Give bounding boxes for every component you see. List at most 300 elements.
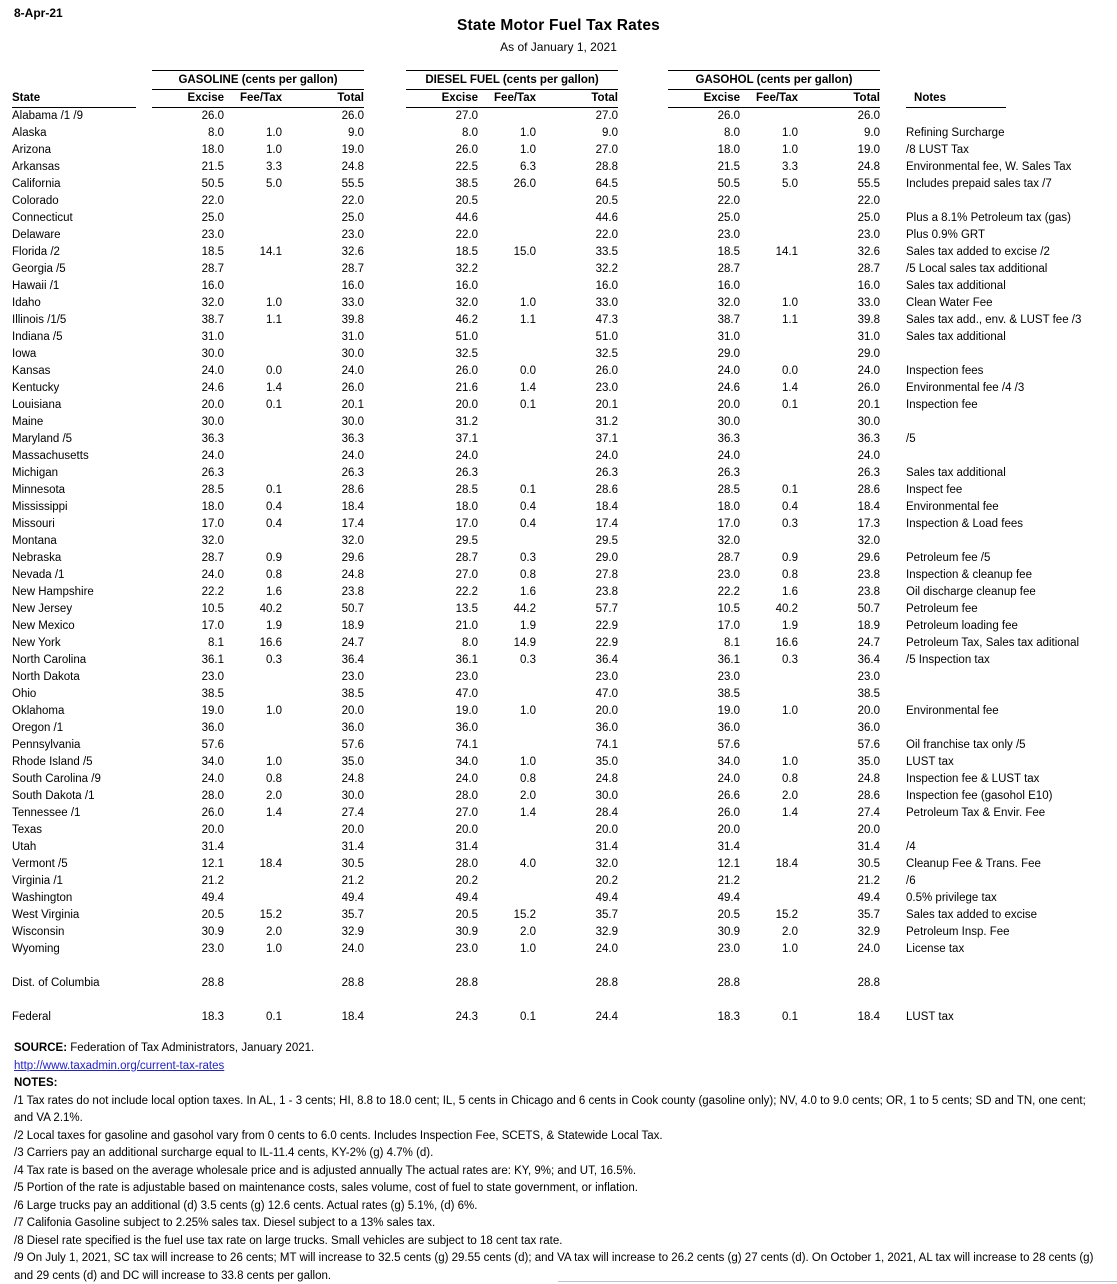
gasohol-total-cell: 20.0 [857,824,881,836]
gasohol-fee-cell: 0.9 [782,552,799,564]
table-row [12,924,1106,941]
gasoline-total-cell: 30.0 [341,416,365,428]
table-row [12,244,1106,261]
diesel-total-cell: 64.5 [595,178,619,190]
diesel-excise-cell: 20.5 [455,909,479,921]
diesel-excise-cell: 36.0 [455,722,479,734]
gasoline-excise-cell: 17.0 [201,518,224,530]
column-gap [618,142,668,159]
column-gap [880,431,906,448]
column-gap [880,754,906,771]
diesel-excise-cell: 44.6 [455,212,479,224]
gasohol-fee-cell [740,465,798,482]
diesel-fee-cell: 1.4 [520,382,537,394]
column-gap [618,669,668,686]
gasohol-fee-cell: 3.3 [782,161,799,173]
gasoline-fee-cell: 16.6 [259,637,282,649]
notes-cell: Sales tax add., env. & LUST fee /3 [906,314,1082,326]
gasoline-total-cell: 55.5 [341,178,365,190]
gasoline-total-cell: 24.0 [341,943,365,955]
gasoline-excise-cell: 26.3 [201,467,224,479]
gasohol-excise-cell: 34.0 [717,756,741,768]
diesel-fee-cell: 1.0 [520,943,537,955]
gasoline-fee-cell: 2.0 [266,926,282,938]
gasoline-total-cell: 20.1 [341,399,365,411]
column-gap [880,856,906,873]
diesel-excise-cell: 28.5 [455,484,479,496]
gasohol-total-cell: 28.8 [857,977,881,989]
state-cell: Iowa [12,348,37,360]
gasohol-excise-cell: 26.0 [717,110,741,122]
gasoline-fee-cell [224,278,282,295]
gasoline-total-cell: 29.6 [341,552,365,564]
gasoline-excise-cell: 34.0 [201,756,224,768]
diesel-excise-cell: 22.2 [455,586,479,598]
table-row [12,669,1106,686]
table-row [12,703,1106,720]
diesel-excise-cell: 32.5 [455,348,479,360]
gasoline-excise-cell: 20.0 [201,824,224,836]
gasohol-total-cell: 28.6 [857,484,881,496]
table-row [12,363,1106,380]
diesel-feetax-header: Fee/Tax [478,90,536,108]
diesel-total-cell: 30.0 [595,790,619,802]
gasoline-excise-cell: 17.0 [201,620,224,632]
state-cell: Minnesota [12,484,66,496]
gasohol-excise-cell: 19.0 [717,705,741,717]
gasoline-excise-cell: 23.0 [201,671,224,683]
diesel-total-cell: 36.0 [595,722,619,734]
column-gap [618,227,668,244]
diesel-fee-cell: 0.4 [520,501,537,513]
gasoline-excise-cell: 36.3 [201,433,224,445]
table-row [12,346,1106,363]
column-gap [880,618,906,635]
gasoline-fee-cell: 1.6 [266,586,282,598]
state-cell: Montana [12,535,57,547]
gasoline-total-cell: 19.0 [341,144,365,156]
diesel-total-cell: 22.9 [595,620,619,632]
gasohol-fee-cell: 5.0 [782,178,799,190]
gasohol-fee-cell: 1.0 [782,756,799,768]
column-gap [880,788,906,805]
column-gap [618,346,668,363]
diesel-excise-cell: 46.2 [455,314,479,326]
table-row [12,482,1106,499]
diesel-excise-cell: 23.0 [455,943,479,955]
gasoline-excise-cell: 23.0 [201,943,224,955]
gasoline-fee-cell [224,890,282,907]
gasohol-excise-cell: 20.0 [717,399,741,411]
state-cell: New Hampshire [12,586,94,598]
column-gap [618,907,668,924]
gasoline-fee-cell: 14.1 [259,246,282,258]
gasohol-total-cell: 20.0 [857,705,881,717]
column-gap [364,856,406,873]
gasohol-fee-cell [740,890,798,907]
column-gap [364,312,406,329]
gasohol-total-cell: 55.5 [857,178,881,190]
gasohol-fee-cell: 14.1 [775,246,799,258]
diesel-total-cell: 24.4 [595,1011,619,1023]
diesel-total-cell: 17.4 [595,518,619,530]
column-gap [880,346,906,363]
gasohol-total-cell: 49.4 [857,892,881,904]
notes-cell: Environmental fee, W. Sales Tax [906,161,1072,173]
column-gap [364,635,406,652]
state-cell: North Carolina [12,654,87,666]
diesel-total-cell: 28.4 [595,807,619,819]
table-row [12,295,1106,312]
diesel-excise-cell: 32.0 [455,297,479,309]
gasohol-fee-cell [740,448,798,465]
column-gap [618,363,668,380]
column-gap [880,142,906,159]
gasohol-excise-cell: 23.0 [717,671,741,683]
gasoline-total-cell: 18.4 [341,1011,365,1023]
state-cell: Maryland /5 [12,433,73,445]
diesel-excise-cell: 20.0 [455,824,479,836]
gasoline-excise-cell: 28.7 [201,263,224,275]
notes-cell: Inspection fees [906,365,984,377]
gasoline-fee-cell [224,210,282,227]
diesel-excise-cell: 28.7 [455,552,479,564]
notes-cell: Oil franchise tax only /5 [906,739,1026,751]
notes-cell: /6 [906,875,916,887]
state-cell: Alaska [12,127,47,139]
diesel-total-cell: 74.1 [595,739,619,751]
table-row [12,635,1106,652]
gasoline-fee-cell: 1.1 [266,314,282,326]
diesel-fee-cell [478,227,536,244]
gasohol-total-cell: 18.4 [857,1011,881,1023]
source-link[interactable]: http://www.taxadmin.org/current-tax-rates [14,1059,225,1072]
gasohol-excise-cell: 31.4 [717,841,741,853]
notes-cell: Inspection & Load fees [906,518,1024,530]
column-gap [364,720,406,737]
gasohol-excise-cell: 32.0 [717,535,741,547]
diesel-excise-cell: 38.5 [455,178,479,190]
notes-cell: Plus a 8.1% Petroleum tax (gas) [906,212,1071,224]
table-row [12,822,1106,839]
state-cell: Illinois /1/5 [12,314,67,326]
diesel-fee-cell [478,720,536,737]
diesel-fee-cell [478,975,536,992]
column-gap [880,278,906,295]
gasoline-total-cell: 35.0 [341,756,365,768]
diesel-excise-cell: 32.2 [455,263,479,275]
diesel-excise-cell: 20.0 [455,399,479,411]
table-row [12,550,1106,567]
gasohol-fee-cell: 1.0 [782,705,799,717]
gasohol-fee-cell [740,873,798,890]
gasoline-excise-cell: 24.0 [201,773,224,785]
gasohol-total-cell: 26.0 [857,382,881,394]
gasohol-total-cell: 16.0 [857,280,881,292]
gasohol-total-cell: 31.0 [857,331,881,343]
column-gap [364,295,406,312]
column-gap [618,890,668,907]
source-line [14,1040,1106,1058]
diesel-total-cell: 31.2 [595,416,619,428]
state-cell: Arizona [12,144,51,156]
notes-cell: License tax [906,943,965,955]
table-row [12,805,1106,822]
notes-cell: /4 [906,841,916,853]
state-cell: Florida /2 [12,246,60,258]
gasoline-excise-cell: 49.4 [201,892,224,904]
column-gap [364,448,406,465]
diesel-excise-cell: 24.0 [455,773,479,785]
gasohol-fee-cell: 1.0 [782,144,799,156]
state-cell: Wisconsin [12,926,65,938]
gasoline-fee-cell: 5.0 [266,178,282,190]
gasohol-excise-cell: 36.1 [717,654,741,666]
gasoline-fee-cell: 0.9 [266,552,282,564]
gasohol-total-cell: 30.0 [857,416,881,428]
column-gap [880,822,906,839]
footnote: /6 Large trucks pay an additional (d) 3.5 cents (g) 12.6 cents. Actual rates (g) 5.1%, (d) 6%. [14,1199,478,1212]
gasohol-excise-cell: 28.8 [717,977,741,989]
diesel-excise-cell: 21.0 [455,620,479,632]
diesel-excise-cell: 21.6 [455,382,479,394]
gasoline-total-cell: 50.7 [341,603,365,615]
gasoline-total-cell: 36.4 [341,654,365,666]
gasohol-total-cell: 32.6 [857,246,881,258]
gasohol-fee-cell: 18.4 [775,858,799,870]
state-cell: Louisiana [12,399,62,411]
diesel-excise-cell: 36.1 [455,654,479,666]
column-gap [880,652,906,669]
gasohol-total-cell: 39.8 [857,314,881,326]
gasohol-excise-cell: 31.0 [717,331,741,343]
diesel-fee-cell: 1.9 [520,620,537,632]
column-gap [618,329,668,346]
gasohol-total-cell: 38.5 [857,688,881,700]
gasoline-excise-cell: 31.4 [201,841,224,853]
gasoline-excise-cell: 38.5 [201,688,224,700]
column-gap [364,176,406,193]
gasohol-total-cell: 35.7 [857,909,881,921]
gasohol-excise-cell: 36.0 [717,722,741,734]
gasoline-excise-cell: 16.0 [201,280,224,292]
gasoline-excise-cell: 30.0 [201,348,224,360]
gasohol-fee-cell [740,346,798,363]
state-cell: New Mexico [12,620,75,632]
diesel-fee-cell [478,890,536,907]
state-cell: New Jersey [12,603,73,615]
diesel-total-cell: 9.0 [602,127,619,139]
column-gap [880,720,906,737]
diesel-fee-cell: 44.2 [513,603,537,615]
state-cell: Alabama /1 /9 [12,109,83,122]
footnote: /8 Diesel rate specified is the fuel use tax rate on large trucks. Small vehicles are subject to 18 cent tax rate. [14,1234,563,1247]
column-gap [364,584,406,601]
diesel-total-cell: 32.2 [595,263,619,275]
diesel-total-cell: 51.0 [595,331,619,343]
column-gap [618,380,668,397]
diesel-total-cell: 28.6 [595,484,619,496]
footnote: /1 Tax rates do not include local option taxes. In AL, 1 - 3 cents; HI, 8.8 to 18.0 cent; IL, 5 cents in Chicago and 6 cents in Cook county (gasoline only); NV, 4.0 to 9.0 cents; OR, 1 to 5 cents; SD and TN, one cent; and VA 2.1%. [14,1094,1086,1124]
footnote: /3 Carriers pay an additional surcharge equal to IL-11.4 cents, KY-2% (g) 4.7% (d). [14,1147,434,1159]
gasohol-excise-cell: 30.9 [717,926,741,938]
notes-cell: Sales tax additional [906,331,1006,343]
gasoline-excise-cell: 28.7 [201,552,224,564]
column-gap [618,975,668,992]
notes-cell: Clean Water Fee [906,297,993,309]
gasoline-fee-cell: 0.1 [266,399,282,411]
column-gap [618,873,668,890]
diesel-fee-cell [478,839,536,856]
table-row [12,788,1106,805]
diesel-total-cell: 20.2 [595,875,619,887]
notes-cell: Sales tax additional [906,280,1006,292]
column-gap [618,584,668,601]
diesel-total-cell: 26.3 [595,467,619,479]
column-gap [364,873,406,890]
gasohol-excise-cell: 30.0 [717,416,741,428]
notes-cell: Environmental fee /4 /3 [906,382,1025,394]
column-gap [880,397,906,414]
gasohol-total-cell: 36.3 [857,433,881,445]
gasoline-fee-cell: 0.0 [266,365,282,377]
diesel-total-cell: 35.0 [595,756,619,768]
gasohol-total-cell: 29.0 [857,348,881,360]
gasoline-fee-cell: 1.4 [266,807,282,819]
gasoline-total-cell: 57.6 [341,739,365,751]
table-row [12,176,1106,193]
gasoline-fee-cell: 1.4 [266,382,282,394]
diesel-fee-cell: 2.0 [520,790,537,802]
gasoline-excise-cell: 24.0 [201,569,224,581]
column-gap [364,261,406,278]
diesel-fee-cell: 1.6 [520,586,537,598]
column-gap [364,329,406,346]
gasoline-excise-cell: 36.1 [201,654,224,666]
diesel-fee-cell [478,431,536,448]
diesel-fee-cell: 14.9 [513,637,537,649]
gasohol-excise-cell: 26.0 [717,807,741,819]
gasohol-excise-cell: 36.3 [717,433,741,445]
gasoline-total-cell: 24.0 [341,450,365,462]
column-gap [618,856,668,873]
column-gap [364,380,406,397]
column-gap [880,210,906,227]
notes-cell: Plus 0.9% GRT [906,229,986,241]
gasoline-total-cell: 26.3 [341,467,365,479]
gasohol-excise-cell: 26.3 [717,467,741,479]
column-gap [880,941,906,958]
gasoline-total-cell: 39.8 [341,314,365,326]
gasoline-fee-cell [224,414,282,431]
column-gap [880,584,906,601]
column-gap [364,1009,406,1026]
diesel-excise-cell: 28.0 [455,790,479,802]
column-gap [880,380,906,397]
table-row [12,108,1106,126]
gasohol-fee-cell [740,210,798,227]
column-gap [618,754,668,771]
notes-cell: Petroleum fee /5 [906,552,991,564]
gasohol-total-cell: 27.4 [857,807,881,819]
gasohol-fee-cell [740,669,798,686]
gasohol-fee-cell: 1.6 [782,586,799,598]
gasohol-total-cell: 24.8 [857,773,881,785]
diesel-fee-cell: 0.8 [520,773,537,785]
column-gap [364,125,406,142]
column-gap [364,652,406,669]
table-row [12,601,1106,618]
gasohol-fee-cell [740,839,798,856]
table-row [12,686,1106,703]
gasohol-fee-cell: 1.4 [782,382,799,394]
gasohol-excise-cell: 49.4 [717,892,741,904]
notes-cell [906,669,1106,686]
gasoline-total-cell: 28.8 [341,977,365,989]
gasohol-group-header: GASOHOL (cents per gallon) [668,71,880,90]
state-cell: Missouri [12,518,55,530]
gasoline-fee-cell [224,465,282,482]
notes-cell: Oil discharge cleanup fee [906,586,1036,598]
gasohol-fee-cell: 0.0 [782,365,799,377]
notes-cell: Cleanup Fee & Trans. Fee [906,858,1041,870]
column-gap [364,397,406,414]
spacer-row [12,958,1106,975]
gasoline-excise-cell: 28.0 [201,790,224,802]
diesel-fee-cell: 15.0 [513,246,537,258]
notes-cell: Inspection fee [906,399,978,411]
diesel-excise-cell: 49.4 [455,892,479,904]
column-gap [880,312,906,329]
gasohol-total-cell: 23.8 [857,569,881,581]
gasoline-excise-cell: 31.0 [201,331,224,343]
notes-cell: Petroleum Insp. Fee [906,926,1010,938]
column-gap [618,312,668,329]
group-header-row [12,71,1106,90]
gasoline-fee-cell: 18.4 [259,858,282,870]
gasohol-total-cell: 17.3 [857,518,881,530]
gasoline-group-header: GASOLINE (cents per gallon) [152,71,364,90]
column-gap [364,890,406,907]
column-gap [880,601,906,618]
notes-cell: Sales tax added to excise [906,909,1038,921]
table-row [12,941,1106,958]
diesel-excise-cell: 74.1 [455,739,479,751]
diesel-total-cell: 26.0 [595,365,619,377]
diesel-total-cell: 20.5 [595,195,619,207]
gasoline-fee-cell: 0.1 [266,484,282,496]
column-gap [364,686,406,703]
gasoline-feetax-header: Fee/Tax [224,90,282,108]
gasohol-feetax-header: Fee/Tax [740,90,798,108]
gasohol-total-cell: 9.0 [864,127,881,139]
diesel-total-cell: 37.1 [595,433,619,445]
diesel-fee-cell: 1.0 [520,127,537,139]
diesel-total-cell: 49.4 [595,892,619,904]
gasoline-total-cell: 30.0 [341,790,365,802]
diesel-excise-cell: 51.0 [455,331,479,343]
column-gap [618,108,668,126]
gasoline-total-cell: 16.0 [341,280,365,292]
footnote: /5 Portion of the rate is adjustable based on maintenance costs, sales volume, cost of fuel to state government, or inflation. [14,1182,638,1194]
diesel-fee-cell [478,822,536,839]
diesel-fee-cell: 0.1 [520,484,537,496]
table-row [12,465,1106,482]
column-gap [880,363,906,380]
gasohol-excise-cell: 24.0 [717,450,741,462]
gasohol-excise-cell: 23.0 [717,569,741,581]
gasohol-excise-cell: 18.3 [717,1011,741,1023]
